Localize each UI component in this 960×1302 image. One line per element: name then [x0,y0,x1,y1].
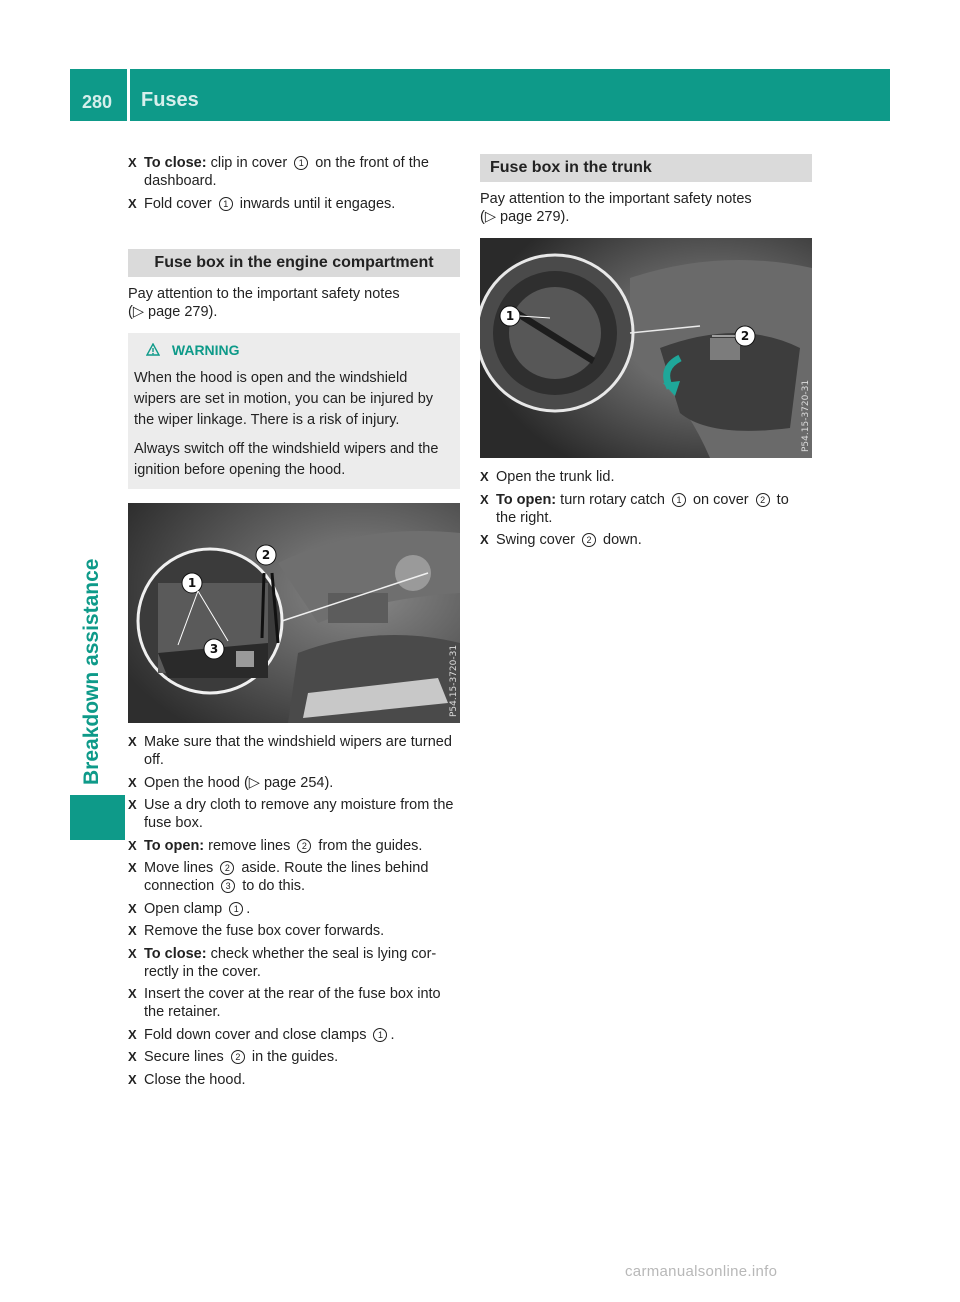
warning-title-text: WARNING [171,342,240,358]
step-arrow-icon: X [480,491,489,507]
page-title: Fuses [141,89,199,111]
page-ref-icon: ▷ [132,304,144,320]
callout-number: 1 [672,493,686,507]
step-text: . [246,900,251,917]
step-text: Open the trunk lid. [496,469,615,485]
svg-text:3: 3 [209,642,219,656]
step-text: to do this. [238,878,306,894]
instruction-step [128,733,460,769]
instruction-step [128,945,460,981]
left-column [128,154,460,1093]
step-text: Insert the cover at the rear of the fuse box into the retainer. [144,986,441,1020]
callout-number: 2 [582,533,596,547]
instruction-step [128,154,460,190]
instruction-step [128,774,460,792]
instruction-step [128,1026,460,1044]
step-text: . [390,1026,395,1043]
instruction-step [480,491,812,527]
step-text: Swing cover [496,532,580,548]
step-text: Use a dry cloth to remove any moisture from the fuse box. [144,797,454,831]
step-arrow-icon: X [128,837,137,853]
instruction-step [128,900,460,918]
callout-number: 1 [294,156,308,170]
safety-note-text: Pay attention to the important safety notes [128,286,400,302]
svg-text:1: 1 [187,576,197,590]
callout-number: 2 [231,1050,245,1064]
step-label: To open: [496,491,557,508]
step-text: Secure lines [144,1049,228,1065]
instruction-step [128,796,460,832]
instruction-step [128,922,460,940]
callout-number: 1 [219,197,233,211]
step-arrow-icon: X [128,1049,137,1064]
instruction-step [128,985,460,1021]
section-heading-engine: Fuse box in the engine compartment [128,249,460,277]
step-text: on cover [688,491,753,508]
callout-number: 2 [220,861,234,875]
watermark: carmanualsonline.info [625,1263,778,1280]
step-arrow-icon: X [128,860,137,875]
step-label: To close: [144,155,207,171]
safety-note-ref[interactable]: page 279). [500,209,570,225]
step-text: Fold cover [144,195,216,212]
warning-triangle-icon [146,342,164,358]
step-arrow-icon: X [128,797,137,812]
step-text: Open the hood (▷ page 254). [144,774,334,791]
callout-number: 2 [297,839,311,853]
step-text: Make sure that the windshield wipers are turned off. [144,734,452,768]
step-arrow-icon: X [128,1071,137,1087]
trunk-photo [480,238,812,458]
step-arrow-icon: X [128,155,137,170]
instruction-step [480,468,812,486]
step-text: from the guides. [314,837,423,854]
step-text: to the right. [496,491,789,526]
step-arrow-icon: X [128,945,137,961]
safety-note: Pay attention to the important safety notes (▷ page 279). [480,191,752,225]
callout-number: 1 [373,1028,387,1042]
warning-box [128,333,460,489]
callout-number: 3 [221,879,235,893]
step-arrow-icon: X [480,469,489,484]
step-text: Open clamp [144,900,227,917]
step-text: Remove the fuse box cover forwards. [144,923,385,939]
warning-paragraph: When the hood is open and the windshield wipers are set in motion, you can be injured by the wiper linkage. There is a risk of injury. [134,370,434,428]
step-text: Move lines [144,860,218,876]
left-steps-list [128,733,460,1089]
step-text: clip in cover [206,155,292,171]
instruction-step [480,531,812,549]
safety-note-ref[interactable]: page 279). [148,304,218,320]
svg-text:1: 1 [505,309,515,323]
step-text: aside. Route the lines behind connection [144,860,429,894]
photo-code: P54.15-3720-31 [449,644,459,717]
step-text: Close the hood. [144,1071,246,1088]
step-label: To close: [144,945,207,962]
header-divider [127,69,130,121]
instruction-step [128,195,460,213]
step-arrow-icon: X [128,923,137,938]
sidebar-tab-marker [70,795,125,840]
warning-paragraph: Always switch off the windshield wipers and the ignition before opening the hood. [134,441,439,478]
step-label: To open: [144,837,205,854]
page-ref-icon: ▷ [484,209,496,225]
photo-code: P54.15-3720-31 [801,379,811,452]
svg-text:2: 2 [261,548,271,562]
section-heading-trunk: Fuse box in the trunk [480,154,812,182]
step-arrow-icon: X [128,986,137,1001]
step-arrow-icon: X [128,734,137,749]
step-arrow-icon: X [480,532,489,547]
step-text: in the guides. [247,1049,339,1065]
step-arrow-icon: X [128,195,137,211]
safety-note: Pay attention to the important safety notes (▷ page 279). [128,286,400,320]
step-text: turn rotary catch [556,491,669,508]
step-text: on the front of the dashboard. [144,155,429,189]
right-steps-list [480,468,812,549]
step-text: down. [599,532,642,548]
svg-text:2: 2 [740,329,750,343]
step-text: Fold down cover and close clamps [144,1026,371,1043]
step-text: remove lines [204,837,295,854]
step-arrow-icon: X [128,1026,137,1042]
safety-note-text: Pay attention to the important safety notes [480,191,752,207]
close-steps-list [128,154,460,213]
sidebar-section-label: Breakdown assistance [80,558,103,785]
warning-title [146,341,452,359]
instruction-step [128,1071,460,1089]
step-arrow-icon: X [128,774,137,790]
step-text: inwards until it engages. [235,195,396,212]
step-arrow-icon: X [128,900,137,916]
instruction-step [128,859,460,895]
page-number: 280 [82,92,113,112]
callout-number: 1 [229,902,243,916]
instruction-step [128,837,460,855]
right-column [480,154,812,554]
instruction-step [128,1048,460,1066]
step-text: check whether the seal is lying cor-rectly in the cover. [144,945,437,980]
engine-compartment-photo [128,503,460,723]
callout-number: 2 [756,493,770,507]
